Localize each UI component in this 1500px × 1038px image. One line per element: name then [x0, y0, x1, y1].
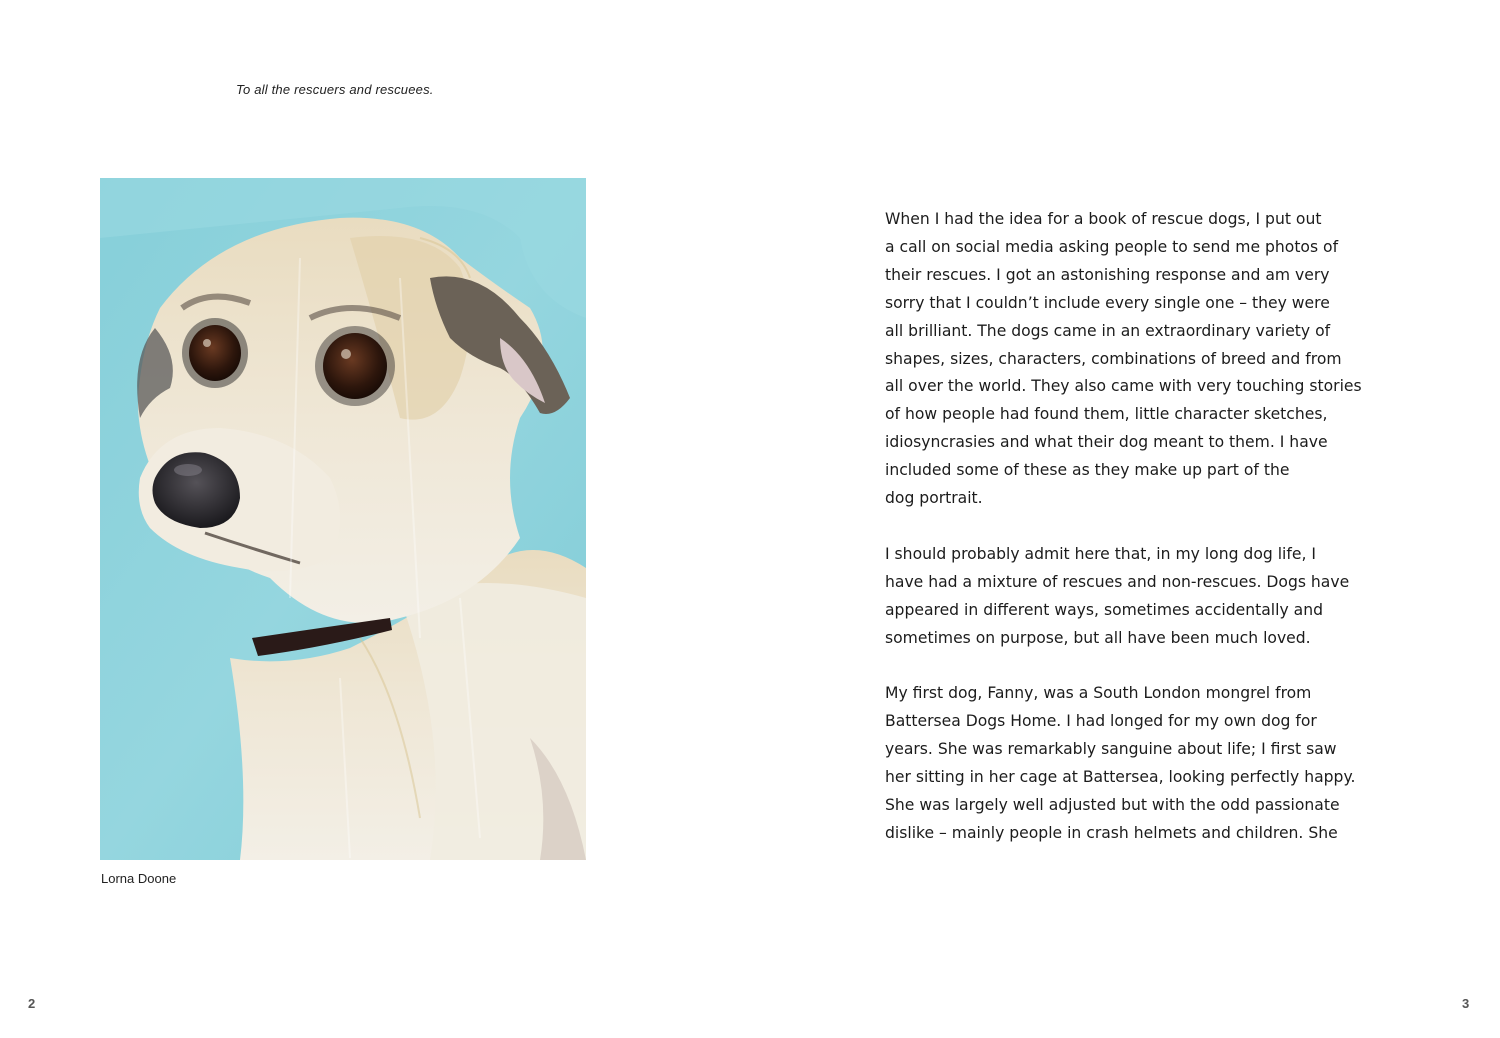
text-line: I should probably admit here that, in my long dog life, I	[885, 544, 1316, 563]
text-line: have had a mixture of rescues and non-rescues. Dogs have	[885, 572, 1350, 591]
paragraph-2	[885, 541, 1375, 653]
text-line: appeared in different ways, sometimes accidentally and	[885, 600, 1323, 619]
text-line: shapes, sizes, characters, combinations of breed and from	[885, 349, 1342, 368]
illustration-caption: Lorna Doone	[101, 871, 177, 886]
text-line: dog portrait.	[885, 489, 983, 508]
text-line: idiosyncrasies and what their dog meant to them. I have	[885, 433, 1328, 452]
text-line: Battersea Dogs Home. I had longed for my own dog for	[885, 712, 1317, 731]
text-line: their rescues. I got an astonishing response and am very	[885, 265, 1330, 284]
page-number-right: 3	[1462, 996, 1470, 1011]
text-line: her sitting in her cage at Battersea, looking perfectly happy.	[885, 768, 1356, 787]
text-line: When I had the idea for a book of rescue dogs, I put out	[885, 210, 1322, 228]
text-line: dislike – mainly people in crash helmets and children. She	[885, 823, 1338, 842]
text-line: all over the world. They also came with very touching stories	[885, 377, 1362, 396]
text-line: sorry that I couldn’t include every single one – they were	[885, 293, 1330, 312]
text-line: of how people had found them, little character sketches,	[885, 405, 1328, 424]
dedication-text: To all the rescuers and rescuees.	[236, 82, 434, 97]
paragraph-1	[885, 206, 1375, 513]
text-line: a call on social media asking people to send me photos of	[885, 237, 1339, 256]
text-line: years. She was remarkably sanguine about life; I first saw	[885, 740, 1337, 759]
text-line: all brilliant. The dogs came in an extraordinary variety of	[885, 321, 1331, 340]
dog-portrait-icon	[100, 178, 586, 860]
text-line: My first dog, Fanny, was a South London mongrel from	[885, 684, 1312, 703]
text-line: included some of these as they make up part of the	[885, 461, 1290, 480]
paragraph-3	[885, 680, 1375, 847]
page-number-left: 2	[28, 996, 36, 1011]
text-line: sometimes on purpose, but all have been much loved.	[885, 628, 1311, 647]
body-text	[885, 206, 1375, 876]
text-line: She was largely well adjusted but with the odd passionate	[885, 796, 1340, 814]
dog-portrait-painting	[100, 178, 586, 860]
